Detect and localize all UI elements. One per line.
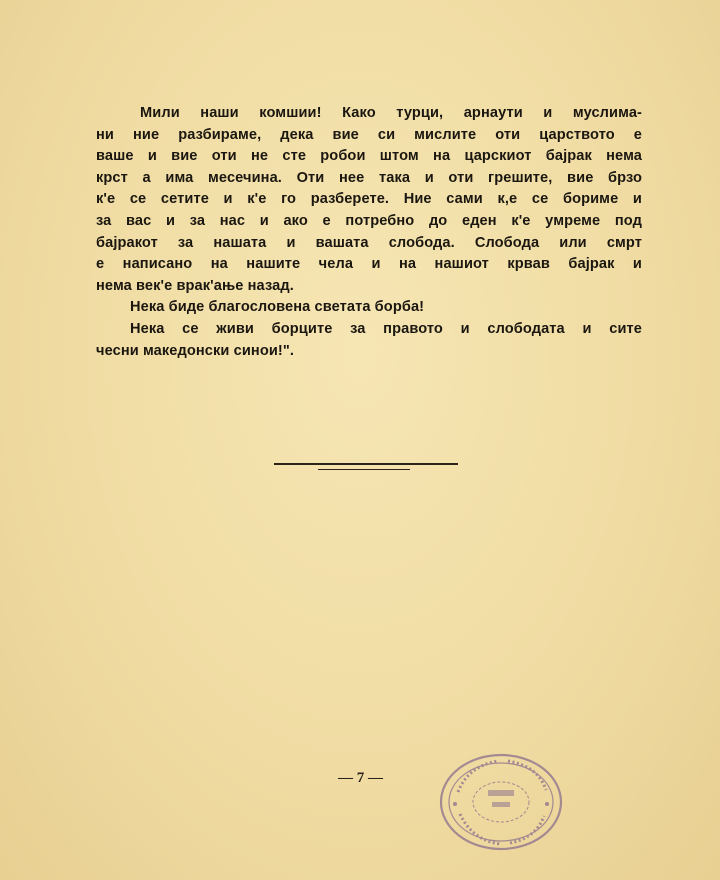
closing-line: Нека биде благословена светата борба! bbox=[130, 299, 425, 316]
body-text bbox=[96, 103, 642, 362]
paragraph-line: за вас и за нас и ако е потребно до еден к'е умреме под bbox=[96, 212, 642, 229]
section-divider-top bbox=[274, 463, 458, 465]
closing-line: чесни македонски синои!". bbox=[96, 342, 295, 359]
library-stamp-icon bbox=[438, 752, 564, 852]
paragraph-line: бајракот за нашата и вашата слобода. Слобода или смрт bbox=[96, 234, 642, 251]
section-divider-bottom bbox=[318, 469, 410, 470]
paragraph-line: ни ние разбираме, дека вие си мислите оти царството е bbox=[96, 126, 642, 143]
paragraph-line: к'е се сетите и к'е го разберете. Ние сами к,е се бориме и bbox=[96, 191, 642, 208]
paragraph-line: Мили наши комшии! Како турци, арнаути и муслима- bbox=[140, 105, 642, 121]
paragraph-line: е написано на нашите чела и на нашиот крвав бајрак и bbox=[96, 256, 642, 273]
paragraph-line: ваше и вие оти не сте робои штом на царскиот бајрак нема bbox=[96, 148, 642, 165]
paragraph-line: нема век'е врак'ање назад. bbox=[96, 277, 294, 294]
page-number: — 7 — bbox=[338, 770, 383, 786]
closing-line: Нека се живи борците за правото и слободата и сите bbox=[130, 320, 642, 337]
paragraph-line: крст а има месечина. Оти нее така и оти грешите, вие брзо bbox=[96, 169, 642, 186]
